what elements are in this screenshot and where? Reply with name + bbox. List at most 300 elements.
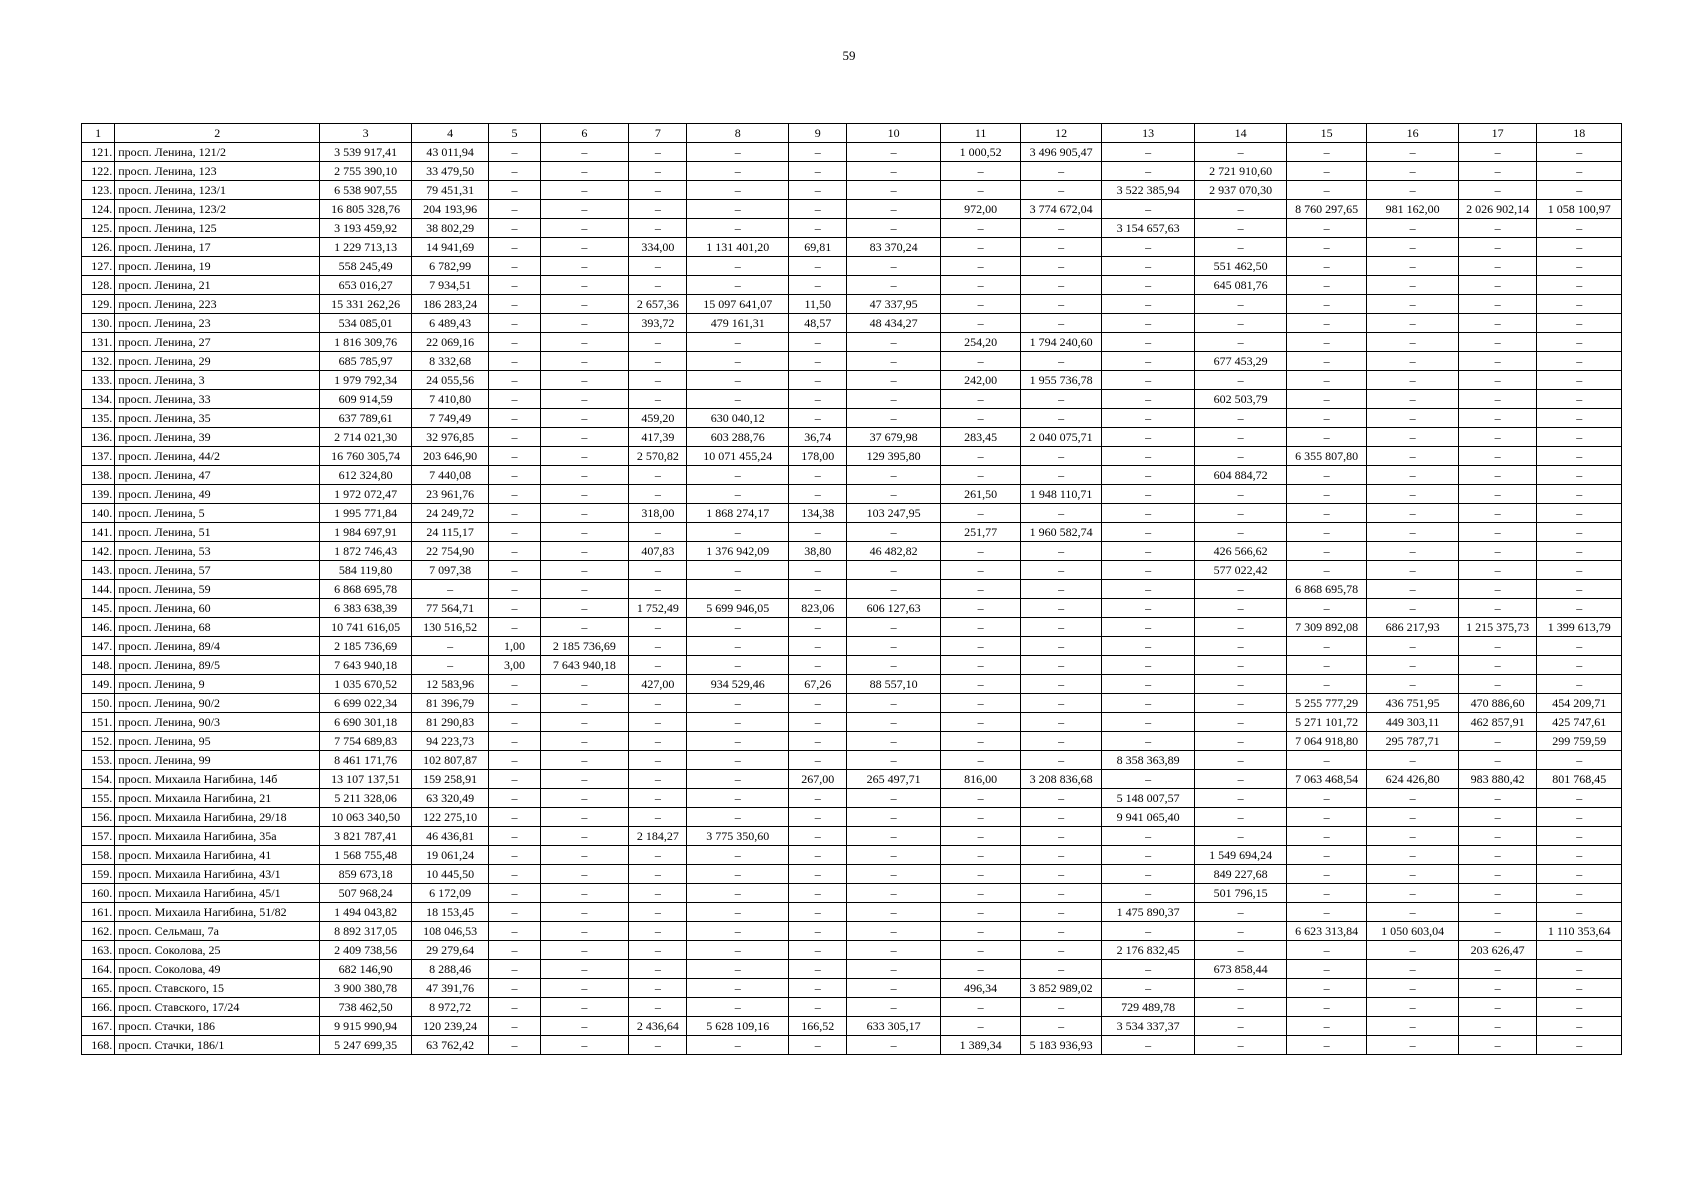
value-cell: –: [1021, 941, 1101, 960]
value-cell: –: [1101, 827, 1195, 846]
value-cell: –: [687, 789, 789, 808]
value-cell: –: [687, 333, 789, 352]
address-cell: просп. Стачки, 186/1: [115, 1036, 320, 1055]
value-cell: 8 760 297,65: [1286, 200, 1366, 219]
value-cell: –: [1458, 903, 1536, 922]
value-cell: 551 462,50: [1195, 257, 1287, 276]
value-cell: –: [1101, 979, 1195, 998]
value-cell: –: [1021, 409, 1101, 428]
table-row: [82, 618, 1622, 637]
value-cell: –: [489, 618, 540, 637]
value-cell: –: [629, 143, 687, 162]
value-cell: 685 785,97: [320, 352, 412, 371]
value-cell: 1 948 110,71: [1021, 485, 1101, 504]
value-cell: –: [489, 428, 540, 447]
value-cell: 7 064 918,80: [1286, 732, 1366, 751]
value-cell: –: [847, 827, 941, 846]
value-cell: –: [629, 523, 687, 542]
value-cell: 242,00: [940, 371, 1020, 390]
value-cell: –: [540, 390, 629, 409]
value-cell: –: [687, 618, 789, 637]
address-cell: просп. Ленина, 27: [115, 333, 320, 352]
value-cell: –: [1101, 409, 1195, 428]
column-header: 7: [629, 124, 687, 143]
value-cell: 5 247 699,35: [320, 1036, 412, 1055]
value-cell: 15 331 262,26: [320, 295, 412, 314]
column-header: 14: [1195, 124, 1287, 143]
value-cell: 1 549 694,24: [1195, 846, 1287, 865]
value-cell: –: [540, 162, 629, 181]
value-cell: 29 279,64: [411, 941, 488, 960]
value-cell: –: [489, 485, 540, 504]
value-cell: –: [1286, 295, 1366, 314]
value-cell: 1 494 043,82: [320, 903, 412, 922]
value-cell: –: [629, 618, 687, 637]
value-cell: –: [1458, 371, 1536, 390]
value-cell: –: [789, 1036, 847, 1055]
table-row: [82, 542, 1622, 561]
value-cell: –: [940, 846, 1020, 865]
value-cell: –: [629, 979, 687, 998]
value-cell: –: [1286, 428, 1366, 447]
value-cell: –: [1021, 675, 1101, 694]
value-cell: 47 337,95: [847, 295, 941, 314]
value-cell: –: [1537, 219, 1622, 238]
value-cell: –: [629, 789, 687, 808]
value-cell: 178,00: [789, 447, 847, 466]
value-cell: –: [687, 656, 789, 675]
value-cell: –: [1286, 504, 1366, 523]
value-cell: 1 816 309,76: [320, 333, 412, 352]
value-cell: –: [1537, 542, 1622, 561]
value-cell: 1 872 746,43: [320, 542, 412, 561]
value-cell: 2 721 910,60: [1195, 162, 1287, 181]
value-cell: 295 787,71: [1367, 732, 1459, 751]
value-cell: –: [789, 561, 847, 580]
table-row: [82, 409, 1622, 428]
column-header: 9: [789, 124, 847, 143]
value-cell: –: [1367, 371, 1459, 390]
value-cell: 36,74: [789, 428, 847, 447]
value-cell: –: [1195, 504, 1287, 523]
address-cell: просп. Ленина, 3: [115, 371, 320, 390]
value-cell: –: [540, 960, 629, 979]
value-cell: –: [940, 922, 1020, 941]
value-cell: –: [629, 181, 687, 200]
value-cell: –: [1286, 257, 1366, 276]
value-cell: –: [1286, 865, 1366, 884]
row-number: 161.: [82, 903, 115, 922]
value-cell: –: [1021, 998, 1101, 1017]
value-cell: –: [1367, 238, 1459, 257]
value-cell: –: [1286, 1036, 1366, 1055]
row-number: 149.: [82, 675, 115, 694]
value-cell: –: [1195, 713, 1287, 732]
address-cell: просп. Ленина, 5: [115, 504, 320, 523]
value-cell: –: [1286, 846, 1366, 865]
value-cell: –: [489, 523, 540, 542]
value-cell: 83 370,24: [847, 238, 941, 257]
value-cell: –: [789, 637, 847, 656]
value-cell: –: [1367, 998, 1459, 1017]
value-cell: –: [540, 314, 629, 333]
address-cell: просп. Ленина, 223: [115, 295, 320, 314]
address-cell: просп. Ленина, 121/2: [115, 143, 320, 162]
value-cell: 1 110 353,64: [1537, 922, 1622, 941]
value-cell: 425 747,61: [1537, 713, 1622, 732]
value-cell: –: [1286, 979, 1366, 998]
data-table: [81, 123, 1622, 1055]
value-cell: –: [540, 523, 629, 542]
value-cell: 3 208 836,68: [1021, 770, 1101, 789]
value-cell: –: [1101, 428, 1195, 447]
value-cell: –: [1458, 808, 1536, 827]
table-row: [82, 846, 1622, 865]
value-cell: 1 058 100,97: [1537, 200, 1622, 219]
value-cell: –: [789, 219, 847, 238]
value-cell: –: [1286, 371, 1366, 390]
column-header: 8: [687, 124, 789, 143]
value-cell: –: [789, 713, 847, 732]
value-cell: –: [789, 865, 847, 884]
table-row: [82, 694, 1622, 713]
value-cell: –: [629, 903, 687, 922]
row-number: 151.: [82, 713, 115, 732]
value-cell: –: [411, 656, 488, 675]
value-cell: 251,77: [940, 523, 1020, 542]
column-header: 6: [540, 124, 629, 143]
value-cell: –: [1101, 561, 1195, 580]
row-number: 121.: [82, 143, 115, 162]
value-cell: –: [789, 960, 847, 979]
table-row: [82, 561, 1622, 580]
column-header: 16: [1367, 124, 1459, 143]
value-cell: –: [1458, 485, 1536, 504]
value-cell: –: [489, 561, 540, 580]
row-number: 132.: [82, 352, 115, 371]
value-cell: –: [940, 1017, 1020, 1036]
value-cell: –: [1458, 181, 1536, 200]
value-cell: –: [1537, 333, 1622, 352]
value-cell: –: [1101, 485, 1195, 504]
value-cell: 816,00: [940, 770, 1020, 789]
value-cell: –: [1195, 694, 1287, 713]
column-header: 12: [1021, 124, 1101, 143]
value-cell: –: [1367, 428, 1459, 447]
value-cell: –: [940, 314, 1020, 333]
value-cell: –: [489, 865, 540, 884]
value-cell: –: [1458, 428, 1536, 447]
value-cell: –: [411, 580, 488, 599]
value-cell: –: [629, 580, 687, 599]
value-cell: 849 227,68: [1195, 865, 1287, 884]
row-number: 136.: [82, 428, 115, 447]
value-cell: –: [687, 732, 789, 751]
value-cell: –: [629, 941, 687, 960]
address-cell: просп. Ленина, 99: [115, 751, 320, 770]
row-number: 167.: [82, 1017, 115, 1036]
value-cell: –: [1101, 276, 1195, 295]
value-cell: 1 376 942,09: [687, 542, 789, 561]
address-cell: просп. Ленина, 44/2: [115, 447, 320, 466]
value-cell: –: [629, 922, 687, 941]
value-cell: 3 193 459,92: [320, 219, 412, 238]
address-cell: просп. Ленина, 68: [115, 618, 320, 637]
value-cell: –: [847, 941, 941, 960]
address-cell: просп. Ленина, 23: [115, 314, 320, 333]
value-cell: –: [847, 637, 941, 656]
value-cell: 19 061,24: [411, 846, 488, 865]
value-cell: –: [687, 181, 789, 200]
value-cell: 81 290,83: [411, 713, 488, 732]
value-cell: –: [789, 618, 847, 637]
value-cell: –: [687, 865, 789, 884]
table-row: [82, 922, 1622, 941]
value-cell: –: [1101, 884, 1195, 903]
value-cell: –: [540, 447, 629, 466]
value-cell: –: [1537, 371, 1622, 390]
value-cell: 22 754,90: [411, 542, 488, 561]
value-cell: 79 451,31: [411, 181, 488, 200]
value-cell: 577 022,42: [1195, 561, 1287, 580]
value-cell: –: [1537, 561, 1622, 580]
value-cell: –: [687, 751, 789, 770]
value-cell: –: [489, 466, 540, 485]
value-cell: 10 063 340,50: [320, 808, 412, 827]
value-cell: 2 184,27: [629, 827, 687, 846]
value-cell: –: [940, 238, 1020, 257]
value-cell: 1 229 713,13: [320, 238, 412, 257]
value-cell: 1 794 240,60: [1021, 333, 1101, 352]
value-cell: –: [540, 561, 629, 580]
value-cell: –: [1537, 162, 1622, 181]
column-header: 17: [1458, 124, 1536, 143]
value-cell: –: [1021, 922, 1101, 941]
value-cell: –: [540, 846, 629, 865]
value-cell: –: [540, 941, 629, 960]
value-cell: 334,00: [629, 238, 687, 257]
value-cell: –: [847, 865, 941, 884]
address-cell: просп. Михаила Нагибина, 43/1: [115, 865, 320, 884]
value-cell: 24 249,72: [411, 504, 488, 523]
value-cell: 299 759,59: [1537, 732, 1622, 751]
value-cell: –: [1195, 580, 1287, 599]
header-row: [82, 124, 1622, 143]
value-cell: –: [940, 561, 1020, 580]
value-cell: 7 063 468,54: [1286, 770, 1366, 789]
value-cell: –: [540, 143, 629, 162]
value-cell: –: [1286, 485, 1366, 504]
value-cell: –: [1367, 143, 1459, 162]
value-cell: 3 154 657,63: [1101, 219, 1195, 238]
table-row: [82, 713, 1622, 732]
value-cell: –: [1537, 428, 1622, 447]
value-cell: 77 564,71: [411, 599, 488, 618]
value-cell: –: [789, 409, 847, 428]
value-cell: –: [1367, 485, 1459, 504]
value-cell: –: [629, 276, 687, 295]
value-cell: –: [847, 884, 941, 903]
value-cell: –: [1195, 295, 1287, 314]
row-number: 123.: [82, 181, 115, 200]
value-cell: –: [847, 656, 941, 675]
value-cell: –: [489, 504, 540, 523]
value-cell: –: [629, 466, 687, 485]
value-cell: –: [1101, 504, 1195, 523]
value-cell: –: [1195, 143, 1287, 162]
table-row: [82, 143, 1622, 162]
value-cell: –: [1286, 276, 1366, 295]
value-cell: 81 396,79: [411, 694, 488, 713]
value-cell: –: [489, 200, 540, 219]
value-cell: –: [940, 409, 1020, 428]
value-cell: –: [687, 770, 789, 789]
value-cell: –: [847, 960, 941, 979]
value-cell: –: [489, 960, 540, 979]
value-cell: 3 775 350,60: [687, 827, 789, 846]
value-cell: –: [1195, 333, 1287, 352]
value-cell: –: [1458, 143, 1536, 162]
value-cell: –: [1021, 808, 1101, 827]
value-cell: –: [847, 162, 941, 181]
table-row: [82, 314, 1622, 333]
row-number: 137.: [82, 447, 115, 466]
value-cell: –: [847, 333, 941, 352]
value-cell: 2 570,82: [629, 447, 687, 466]
value-cell: –: [1286, 827, 1366, 846]
value-cell: –: [489, 409, 540, 428]
value-cell: –: [1021, 827, 1101, 846]
value-cell: –: [789, 200, 847, 219]
value-cell: 63 320,49: [411, 789, 488, 808]
value-cell: –: [940, 599, 1020, 618]
table-row: [82, 884, 1622, 903]
value-cell: –: [940, 637, 1020, 656]
value-cell: –: [847, 181, 941, 200]
address-cell: просп. Михаила Нагибина, 51/82: [115, 903, 320, 922]
value-cell: –: [629, 390, 687, 409]
value-cell: 129 395,80: [847, 447, 941, 466]
value-cell: –: [629, 162, 687, 181]
value-cell: –: [847, 485, 941, 504]
value-cell: –: [1458, 542, 1536, 561]
value-cell: –: [1101, 732, 1195, 751]
value-cell: 18 153,45: [411, 903, 488, 922]
value-cell: –: [1101, 447, 1195, 466]
value-cell: –: [687, 485, 789, 504]
address-cell: просп. Соколова, 49: [115, 960, 320, 979]
value-cell: –: [489, 732, 540, 751]
value-cell: –: [1458, 447, 1536, 466]
address-cell: просп. Михаила Нагибина, 41: [115, 846, 320, 865]
value-cell: –: [1367, 865, 1459, 884]
row-number: 153.: [82, 751, 115, 770]
value-cell: –: [1101, 694, 1195, 713]
value-cell: –: [1458, 162, 1536, 181]
value-cell: 67,26: [789, 675, 847, 694]
value-cell: –: [540, 200, 629, 219]
value-cell: –: [1195, 770, 1287, 789]
value-cell: 2 755 390,10: [320, 162, 412, 181]
value-cell: –: [1195, 1036, 1287, 1055]
value-cell: –: [1286, 960, 1366, 979]
address-cell: просп. Ленина, 35: [115, 409, 320, 428]
row-number: 148.: [82, 656, 115, 675]
value-cell: 417,39: [629, 428, 687, 447]
value-cell: –: [1021, 314, 1101, 333]
value-cell: –: [847, 751, 941, 770]
value-cell: –: [940, 941, 1020, 960]
value-cell: 2 026 902,14: [1458, 200, 1536, 219]
value-cell: –: [1458, 466, 1536, 485]
value-cell: –: [1367, 181, 1459, 200]
table-row: [82, 903, 1622, 922]
value-cell: –: [687, 200, 789, 219]
row-number: 145.: [82, 599, 115, 618]
value-cell: –: [1286, 561, 1366, 580]
value-cell: 1 752,49: [629, 599, 687, 618]
table-row: [82, 200, 1622, 219]
value-cell: –: [940, 352, 1020, 371]
value-cell: –: [1101, 162, 1195, 181]
value-cell: –: [1021, 656, 1101, 675]
value-cell: 823,06: [789, 599, 847, 618]
value-cell: 159 258,91: [411, 770, 488, 789]
value-cell: –: [1367, 409, 1459, 428]
row-number: 163.: [82, 941, 115, 960]
value-cell: 1 868 274,17: [687, 504, 789, 523]
address-cell: просп. Ленина, 95: [115, 732, 320, 751]
value-cell: –: [1458, 1017, 1536, 1036]
value-cell: 534 085,01: [320, 314, 412, 333]
address-cell: просп. Ленина, 60: [115, 599, 320, 618]
value-cell: –: [1021, 865, 1101, 884]
value-cell: –: [687, 694, 789, 713]
value-cell: –: [629, 656, 687, 675]
value-cell: –: [1367, 219, 1459, 238]
value-cell: 637 789,61: [320, 409, 412, 428]
value-cell: –: [789, 922, 847, 941]
address-cell: просп. Ленина, 21: [115, 276, 320, 295]
value-cell: 602 503,79: [1195, 390, 1287, 409]
value-cell: –: [1367, 523, 1459, 542]
value-cell: –: [789, 827, 847, 846]
value-cell: –: [540, 295, 629, 314]
value-cell: –: [1367, 656, 1459, 675]
value-cell: –: [540, 257, 629, 276]
table-row: [82, 219, 1622, 238]
table-row: [82, 1036, 1622, 1055]
value-cell: –: [940, 257, 1020, 276]
value-cell: –: [847, 561, 941, 580]
value-cell: 186 283,24: [411, 295, 488, 314]
value-cell: –: [789, 884, 847, 903]
value-cell: –: [489, 1036, 540, 1055]
value-cell: –: [629, 713, 687, 732]
value-cell: 686 217,93: [1367, 618, 1459, 637]
value-cell: –: [489, 1017, 540, 1036]
row-number: 144.: [82, 580, 115, 599]
value-cell: 7 410,80: [411, 390, 488, 409]
value-cell: –: [1286, 789, 1366, 808]
value-cell: 2 657,36: [629, 295, 687, 314]
value-cell: –: [687, 808, 789, 827]
row-number: 142.: [82, 542, 115, 561]
value-cell: –: [540, 504, 629, 523]
value-cell: 204 193,96: [411, 200, 488, 219]
value-cell: –: [789, 941, 847, 960]
value-cell: –: [687, 561, 789, 580]
